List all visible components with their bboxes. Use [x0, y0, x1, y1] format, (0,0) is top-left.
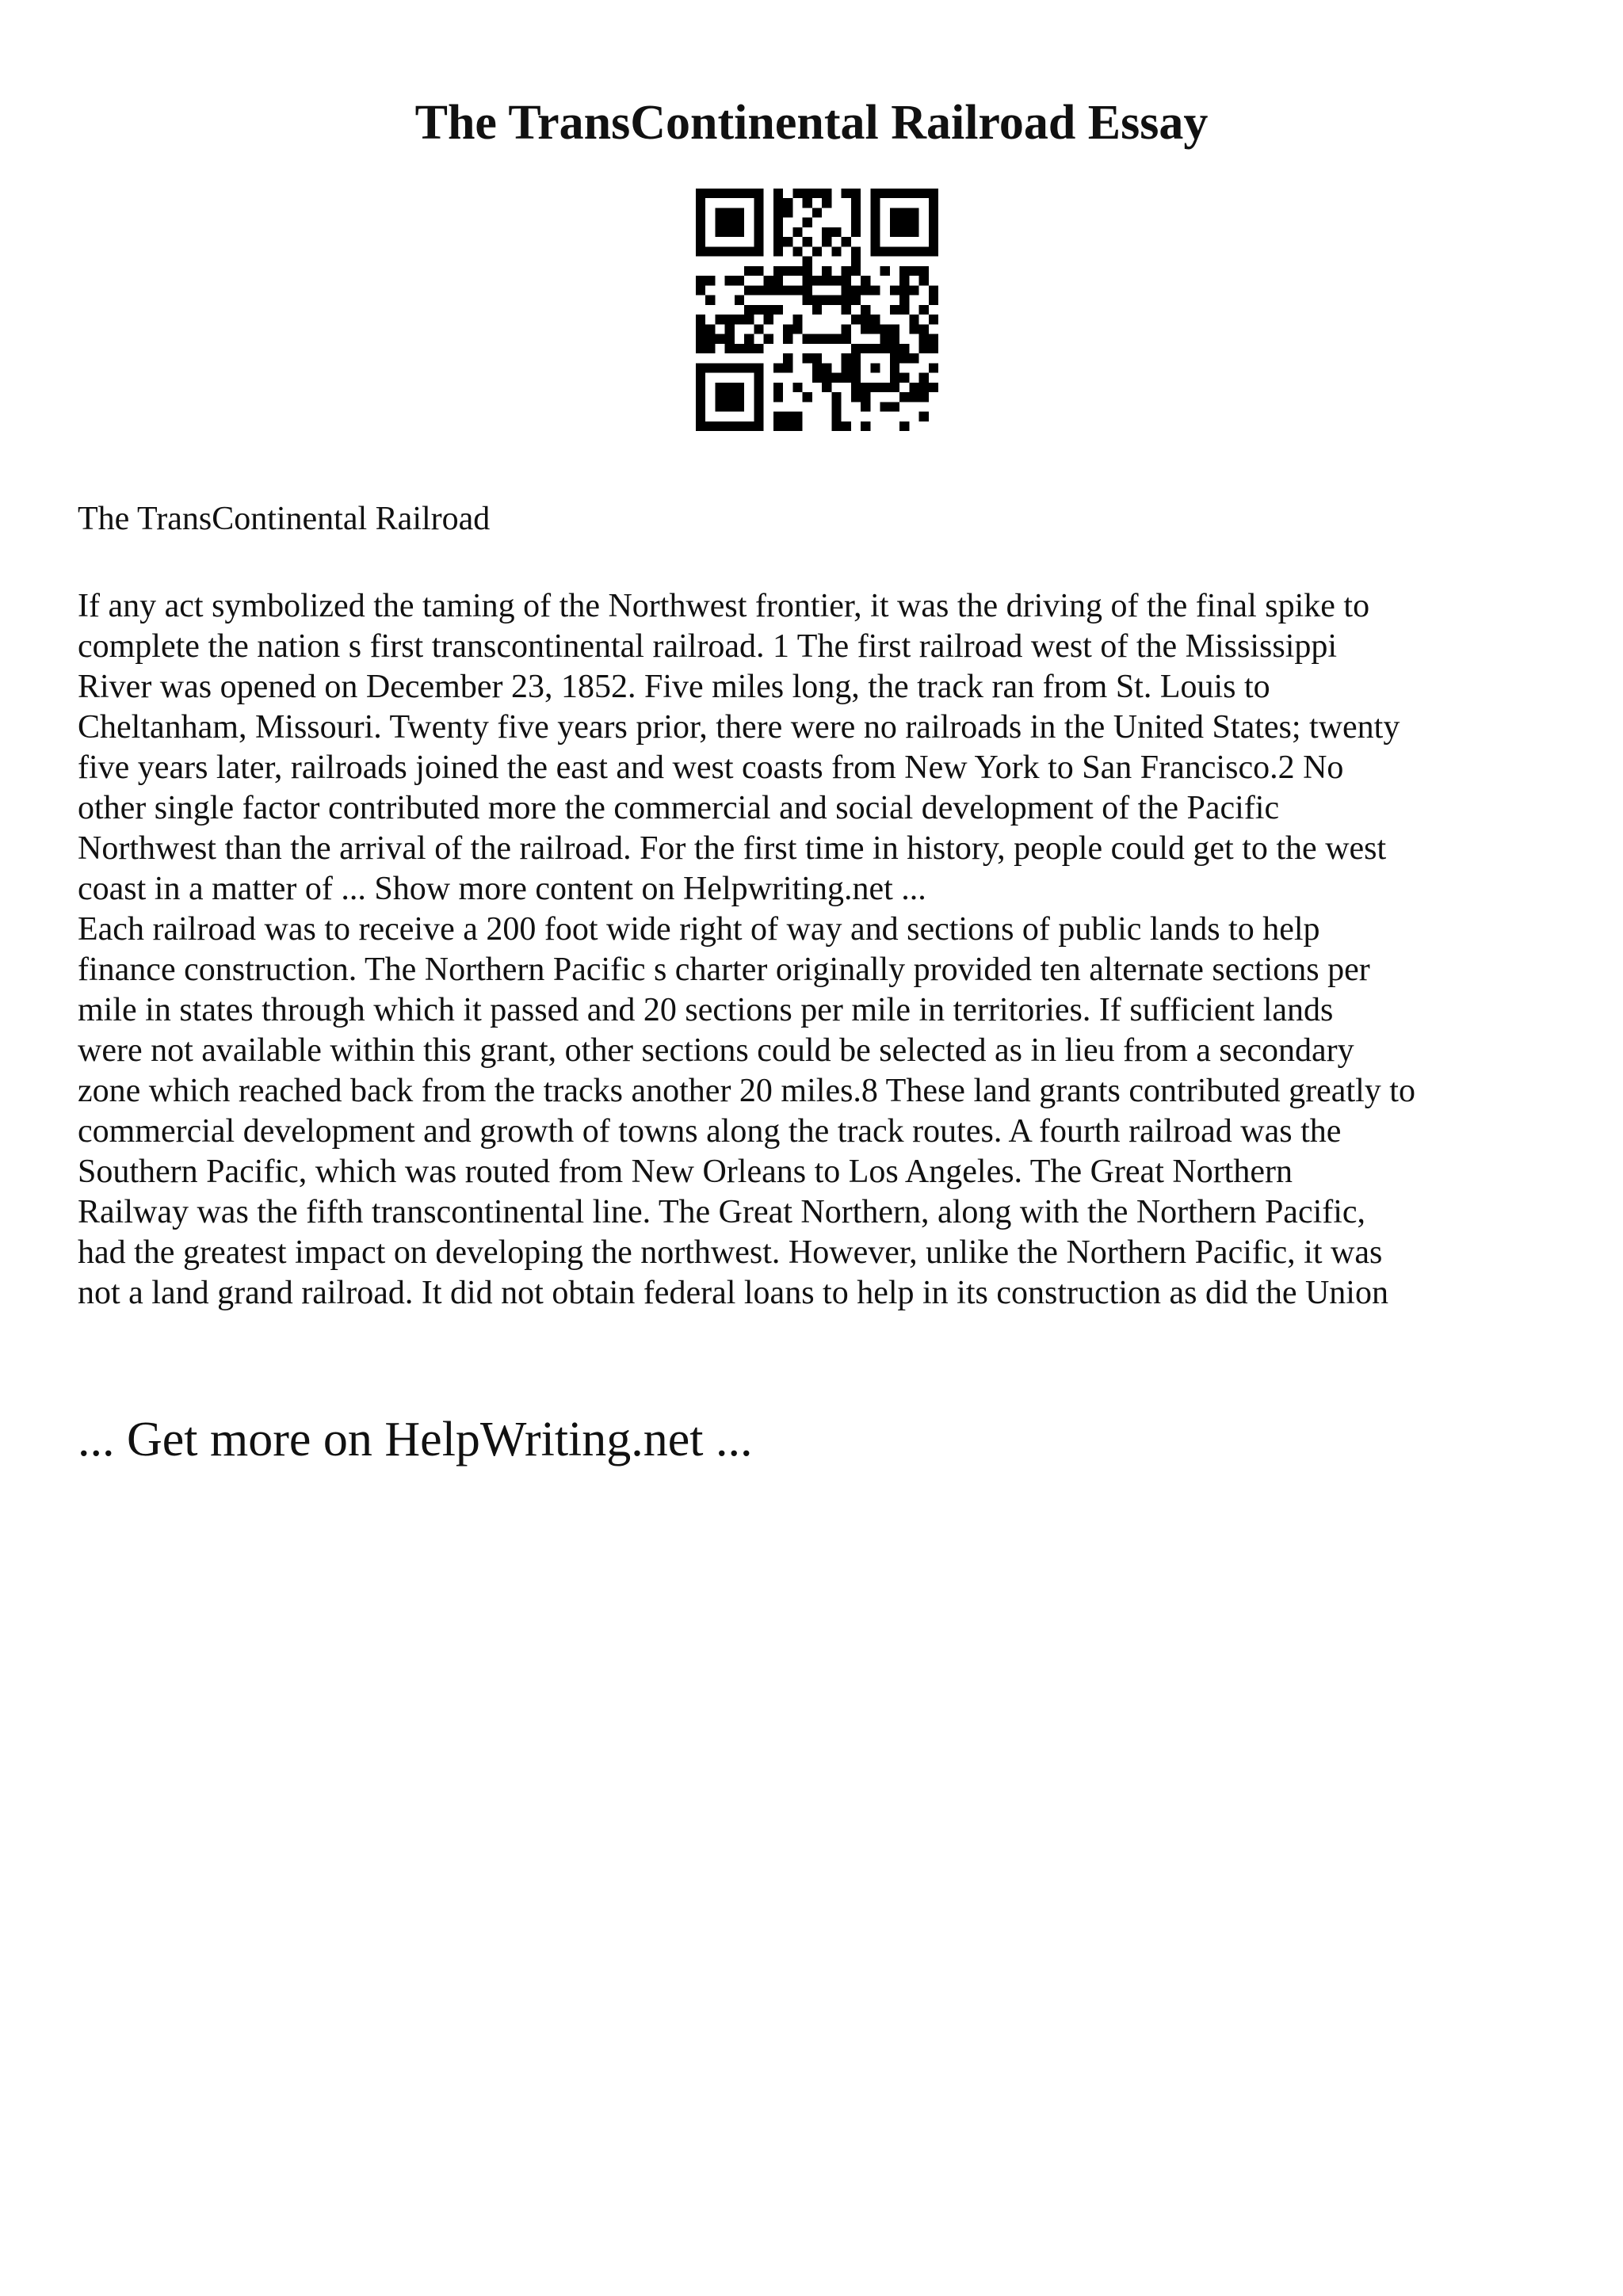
text-line: complete the nation s first transcontinental railroad. 1 The first railroad west of the Mississippi [78, 628, 1338, 665]
paragraph-1 [78, 586, 1568, 910]
text-line: commercial development and growth of towns along the track routes. A fourth railroad was the [78, 1113, 1342, 1150]
text-line: zone which reached back from the tracks another 20 miles.8 These land grants contributed greatly to [78, 1073, 1415, 1109]
text-line: mile in states through which it passed and 20 sections per mile in territories. If sufficient lands [78, 992, 1334, 1028]
essay-subtitle: The TransContinental Railroad [78, 501, 491, 537]
text-line: five years later, railroads joined the east and west coasts from New York to San Francisco.2 No [78, 749, 1344, 786]
text-line: had the greatest impact on developing the northwest. However, unlike the Northern Pacific, it was [78, 1234, 1383, 1271]
text-line: Northwest than the arrival of the railroad. For the first time in history, people could get to the west [78, 830, 1387, 867]
get-more-link[interactable]: ... Get more on HelpWriting.net ... [78, 1413, 753, 1466]
essay-body [78, 586, 1568, 1314]
text-line: Cheltanham, Missouri. Twenty five years prior, there were no railroads in the United States; twenty [78, 709, 1400, 746]
page-title: The TransContinental Railroad Essay [414, 96, 1209, 150]
text-line: other single factor contributed more the commercial and social development of the Pacific [78, 790, 1280, 826]
text-line: Railway was the fifth transcontinental line. The Great Northern, along with the Northern Pacific, [78, 1194, 1366, 1230]
text-line: River was opened on December 23, 1852. Five miles long, the track ran from St. Louis to [78, 669, 1270, 705]
text-line: coast in a matter of ... Show more content on Helpwriting.net ... [78, 871, 926, 907]
text-line: Each railroad was to receive a 200 foot wide right of way and sections of public lands to help [78, 911, 1320, 948]
text-line: finance construction. The Northern Pacific s charter originally provided ten alternate sections per [78, 952, 1370, 988]
text-line: were not available within this grant, other sections could be selected as in lieu from a secondary [78, 1032, 1354, 1069]
text-line: If any act symbolized the taming of the Northwest frontier, it was the driving of the final spike to [78, 588, 1370, 624]
text-line: not a land grand railroad. It did not obtain federal loans to help in its construction as did the Union [78, 1275, 1388, 1311]
paragraph-2 [78, 910, 1568, 1314]
text-line: Southern Pacific, which was routed from New Orleans to Los Angeles. The Great Northern [78, 1154, 1293, 1190]
qr-code-icon[interactable] [696, 189, 938, 431]
